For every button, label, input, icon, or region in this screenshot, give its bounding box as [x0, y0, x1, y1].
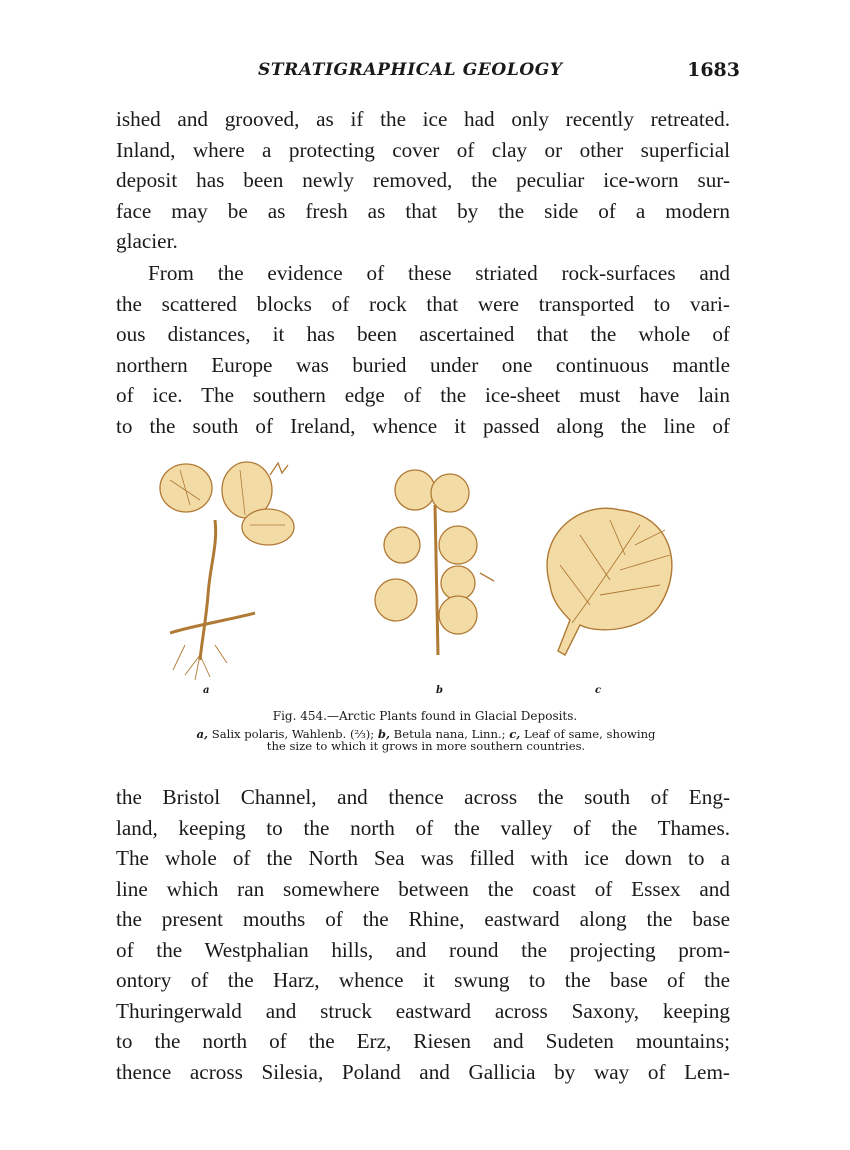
- caption-label-a: a,: [196, 727, 209, 741]
- text-line: the present mouths of the Rhine, eastward along the base: [116, 907, 730, 931]
- text-line: the scattered blocks of rock that were transported to vari-: [116, 291, 730, 316]
- figure-illustration: [140, 455, 720, 695]
- text-line: Inland, where a protecting cover of clay or other superficial: [116, 137, 730, 162]
- betula-leaf-illustration: [547, 508, 672, 655]
- text-line: line which ran somewhere between the coast of Essex and: [116, 876, 730, 901]
- text-line: face may be as fresh as that by the side of a modern: [116, 198, 730, 223]
- figure-caption-title: Fig. 454.—Arctic Plants found in Glacial Deposits.: [272, 709, 578, 723]
- paragraph-evidence: [116, 258, 730, 441]
- text-line: thence across Silesia, Poland and Gallicia by way of Lem-: [116, 1059, 730, 1084]
- text-line: From the evidence of these striated rock-surfaces and: [148, 261, 730, 285]
- text-line: to the north of the Erz, Riesen and Sudeten mountains;: [116, 1029, 730, 1053]
- text-line: The whole of the North Sea was filled with ice down to a: [116, 846, 730, 870]
- figure-caption-body: [136, 728, 716, 752]
- text-line: ous distances, it has been ascertained that the whole of: [116, 322, 730, 346]
- page-number: 1683: [687, 59, 740, 81]
- panel-label-b: b: [436, 685, 443, 696]
- panel-label-a: a: [203, 685, 210, 696]
- figure-arctic-plants: [140, 455, 720, 695]
- salix-polaris-illustration: [160, 462, 294, 680]
- text-line: of ice. The southern edge of the ice-sheet must have lain: [116, 383, 730, 407]
- caption-text-c: Leaf of same, showing: [520, 727, 656, 741]
- text-line: of the Westphalian hills, and round the projecting prom-: [116, 937, 730, 962]
- text-line: ished and grooved, as if the ice had only recently retreated.: [116, 107, 730, 131]
- running-head-title: STRATIGRAPHICAL GEOLOGY: [258, 60, 563, 80]
- text-line: the Bristol Channel, and thence across the south of Eng-: [116, 785, 730, 809]
- paragraph-ice-sheet-line: [116, 782, 730, 1087]
- running-head: [258, 60, 740, 90]
- text-line: ontory of the Harz, whence it swung to the base of the: [116, 968, 730, 992]
- caption-text-a: Salix polaris, Wahlenb. (⅔);: [208, 727, 378, 741]
- panel-label-c: c: [595, 685, 602, 696]
- text-line: Thuringerwald and struck eastward across Saxony, keeping: [116, 998, 730, 1023]
- text-line: deposit has been newly removed, the peculiar ice-worn sur-: [116, 168, 730, 192]
- paragraph-continued: [116, 104, 730, 257]
- text-line: northern Europe was buried under one continuous mantle: [116, 352, 730, 377]
- text-line: glacier.: [116, 229, 178, 253]
- caption-text-b: Betula nana, Linn.;: [390, 727, 510, 741]
- betula-nana-illustration: [375, 470, 494, 655]
- text-line: to the south of Ireland, whence it passed along the line of: [116, 413, 730, 438]
- caption-line-2: the size to which it grows in more southern countries.: [266, 739, 586, 753]
- caption-label-b: b,: [377, 727, 390, 741]
- caption-label-c: c,: [509, 727, 521, 741]
- text-line: land, keeping to the north of the valley of the Thames.: [116, 815, 730, 840]
